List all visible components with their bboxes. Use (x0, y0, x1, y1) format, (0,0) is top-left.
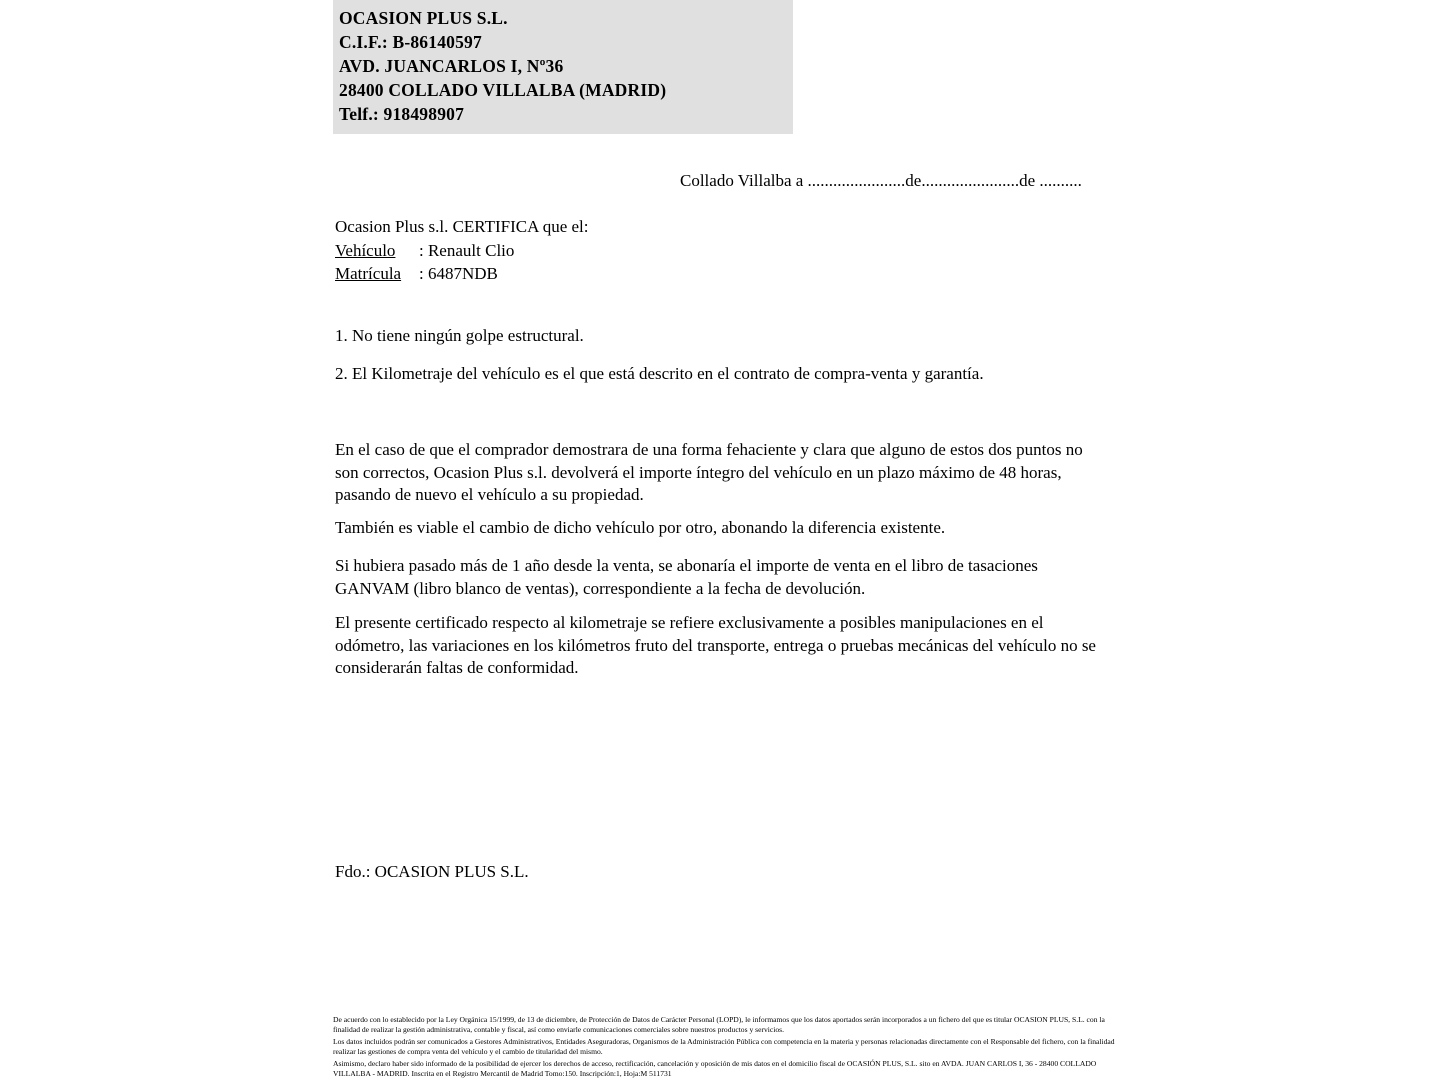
legal-paragraph-1: De acuerdo con lo establecido por la Ley Orgánica 15/1999, de 13 de diciembre, de Protección de Datos de Carácter Personal (LOPD), le informamos que los datos aportados serán incorporados a un fichero del que es titular OCASION PLUS, S.L. con la finalidad de realizar la gestión administrativa, contable y fiscal, así como enviarle comunicaciones comerciales sobre nuestros productos y servicios. (333, 1015, 1105, 1034)
plate-label: Matrícula (335, 264, 402, 283)
plate-row (335, 262, 589, 286)
company-letterhead (333, 0, 793, 134)
vehicle-row (335, 239, 589, 263)
clause-refund: En el caso de que el comprador demostrara de una forma fehaciente y clara que alguno de estos dos puntos no son correctos, Ocasion Plus s.l. devolverá el importe íntegro del vehículo en un plazo máximo de 48 horas, pasando de nuevo el vehículo a su propiedad. (335, 440, 1083, 504)
clause-ganvam: Si hubiera pasado más de 1 año desde la venta, se abonaría el importe de venta en el libro de tasaciones GANVAM (libro blanco de ventas), correspondiente a la fecha de devolución. (335, 556, 1038, 598)
vehicle-label: Vehículo (335, 240, 396, 260)
company-cif: C.I.F.: B-86140597 (339, 32, 482, 52)
company-phone: Telf.: 918498907 (339, 104, 465, 124)
company-address-street: AVD. JUANCARLOS I, Nº36 (339, 56, 564, 76)
clause-odometer: El presente certificado respecto al kilometraje se refiere exclusivamente a posibles manipulaciones en el odómetro, las variaciones en los kilómetros fruto del transporte, entrega o pruebas mecánicas del vehículo no se considerarán faltas de conformidad. (335, 613, 1096, 677)
signature-line: Fdo.: OCASION PLUS S.L. (335, 862, 529, 881)
legal-paragraph-2: Los datos incluidos podrán ser comunicados a Gestores Administrativos, Entidades Aseguradoras, Organismos de la Administración Pública con competencia en la materia y personas relacionadas directamente con el Responsable del fichero, con la finalidad realizar las gestiones de compra venta del vehículo y el cambio de titularidad del mismo. (333, 1037, 1115, 1056)
vehicle-value: : Renault Clio (419, 240, 515, 260)
legal-paragraph-3: Asimismo, declaro haber sido informado de la posibilidad de ejercer los derechos de acceso, rectificación, cancelación y oposición de mis datos en el domicilio fiscal de OCASIÓN PLUS, S.L. sito en AVDA. JUAN CARLOS I, 36 - 28400 COLLADO VILLALBA - MADRID. Inscrita en el Registro Mercantil de Madrid Tomo:150. Inscripción:1, Hoja:M 511731 (333, 1059, 1097, 1078)
clause-exchange: También es viable el cambio de dicho vehículo por otro, abonando la diferencia existente. (335, 518, 946, 537)
plate-value: : 6487NDB (419, 264, 498, 283)
certified-point-2: 2. El Kilometraje del vehículo es el que está descrito en el contrato de compra-venta y garantía. (335, 364, 984, 383)
certification-intro: Ocasion Plus s.l. CERTIFICA que el: (335, 217, 589, 236)
company-address-city: 28400 COLLADO VILLALBA (MADRID) (339, 80, 667, 100)
certified-point-1: 1. No tiene ningún golpe estructural. (335, 326, 584, 345)
certification-block (335, 215, 589, 286)
place-date-line: Collado Villalba a .......................de.......................de .......... (680, 171, 1082, 190)
legal-notice (333, 1015, 1123, 1082)
company-name: OCASION PLUS S.L. (339, 8, 508, 28)
